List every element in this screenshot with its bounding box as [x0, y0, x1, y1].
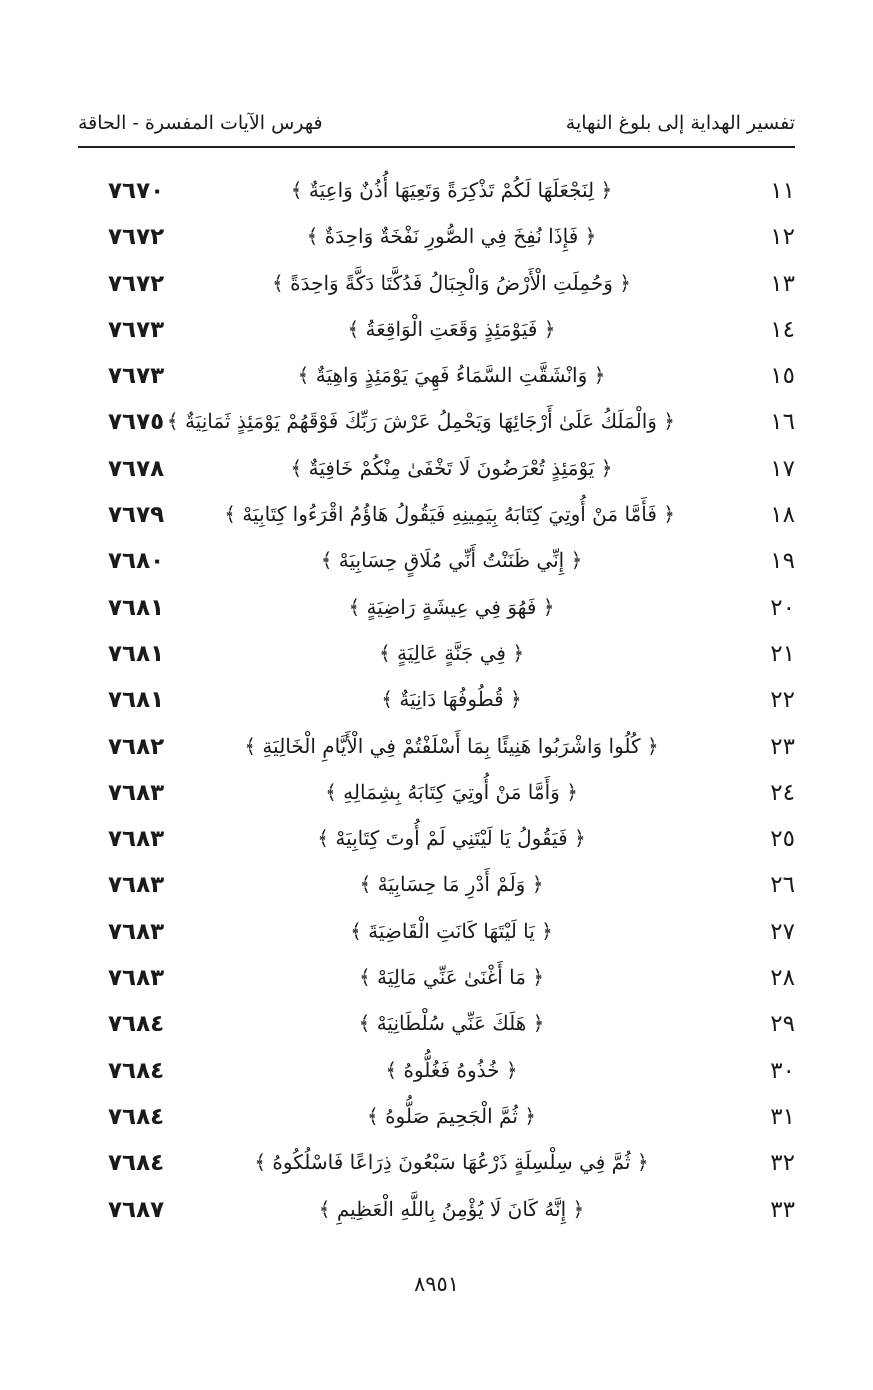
verse-number: ٣١	[770, 1103, 795, 1130]
verse-index-table	[78, 172, 795, 1237]
table-row	[78, 820, 795, 866]
verse-text: ﴿ قُطُوفُهَا دَانِيَةٌ ﴾	[381, 687, 522, 712]
verse-text: ﴿ يَوْمَئِذٍ تُعْرَضُونَ لَا تَخْفَىٰ مِنْكُمْ خَافِيَةٌ ﴾	[290, 455, 613, 480]
section-title: فهرس الآيات المفسرة - الحاقة	[78, 112, 323, 134]
page-reference: ٧٦٨٤	[108, 1103, 165, 1130]
table-row	[78, 311, 795, 357]
page-reference: ٧٦٨٤	[108, 1011, 165, 1038]
table-row	[78, 1098, 795, 1144]
table-row	[78, 635, 795, 681]
verse-text: ﴿ خُذُوهُ فَغُلُّوهُ ﴾	[385, 1057, 518, 1082]
table-row	[78, 357, 795, 403]
verse-number: ١٧	[770, 455, 795, 482]
verse-number: ٣٠	[770, 1057, 795, 1084]
table-row	[78, 542, 795, 588]
page-reference: ٧٦٨١	[108, 640, 165, 667]
verse-text: ﴿ لِنَجْعَلَهَا لَكُمْ تَذْكِرَةً وَتَعِيَهَا أُذُنٌ وَاعِيَةٌ ﴾	[290, 178, 613, 202]
page-reference: ٧٦٧٣	[108, 316, 165, 343]
page-reference: ٧٦٧٥	[108, 409, 165, 436]
page-reference: ٧٦٨٣	[108, 918, 165, 945]
page-reference: ٧٦٨٢	[108, 733, 165, 760]
verse-text: ﴿ وَحُمِلَتِ الْأَرْضُ وَالْجِبَالُ فَدُكَّتَا دَكَّةً وَاحِدَةً ﴾	[272, 270, 631, 295]
page-reference: ٧٦٨١	[108, 594, 165, 621]
verse-number: ١٥	[770, 363, 795, 390]
verse-text: ﴿ ثُمَّ الْجَحِيمَ صَلُّوهُ ﴾	[367, 1103, 536, 1128]
verse-number: ٢١	[770, 640, 795, 667]
verse-text: ﴿ مَا أَغْنَىٰ عَنِّي مَالِيَهْ ﴾	[358, 965, 545, 990]
verse-text: ﴿ فَإِذَا نُفِخَ فِي الصُّورِ نَفْخَةٌ وَاحِدَةٌ ﴾	[306, 224, 597, 249]
verse-number: ٢٨	[770, 965, 795, 992]
verse-number: ١٩	[770, 548, 795, 575]
verse-text: ﴿ إِنِّي ظَنَنْتُ أَنِّي مُلَاقٍ حِسَابِيَهْ ﴾	[320, 548, 583, 573]
table-row	[78, 866, 795, 912]
table-row	[78, 218, 795, 264]
verse-text: ﴿ فَهُوَ فِي عِيشَةٍ رَاضِيَةٍ ﴾	[348, 594, 555, 619]
verse-text: ﴿ وَلَمْ أَدْرِ مَا حِسَابِيَهْ ﴾	[359, 872, 544, 897]
page-reference: ٧٦٧٣	[108, 363, 165, 390]
book-title: تفسير الهداية إلى بلوغ النهاية	[565, 112, 795, 134]
table-row	[78, 774, 795, 820]
verse-text: ﴿ وَأَمَّا مَنْ أُوتِيَ كِتَابَهُ بِشِمَالِهِ ﴾	[325, 779, 578, 804]
table-row	[78, 1005, 795, 1051]
verse-text: ﴿ فَأَمَّا مَنْ أُوتِيَ كِتَابَهُ بِيَمِينِهِ فَيَقُولُ هَاؤُمُ اقْرَءُوا كِتَابِيَهْ ﴾	[224, 502, 675, 527]
verse-number: ٢٣	[770, 733, 795, 760]
page-reference: ٧٦٨٣	[108, 872, 165, 899]
table-row	[78, 172, 795, 218]
verse-text: ﴿ فَيَوْمَئِذٍ وَقَعَتِ الْوَاقِعَةُ ﴾	[347, 316, 556, 341]
page-reference: ٧٦٨٣	[108, 826, 165, 853]
verse-number: ٢٢	[770, 687, 795, 714]
table-row	[78, 728, 795, 774]
verse-number: ٣٣	[770, 1196, 795, 1223]
table-row	[78, 496, 795, 542]
verse-text: ﴿ وَالْمَلَكُ عَلَىٰ أَرْجَائِهَا وَيَحْمِلُ عَرْشَ رَبِّكَ فَوْقَهُمْ يَوْمَئِذٍ ثَمَانِيَةٌ ﴾	[166, 409, 675, 434]
table-row	[78, 265, 795, 311]
verse-text: ﴿ وَانْشَقَّتِ السَّمَاءُ فَهِيَ يَوْمَئِذٍ وَاهِيَةٌ ﴾	[297, 363, 606, 388]
page-reference: ٧٦٧٨	[108, 455, 165, 482]
verse-text: ﴿ إِنَّهُ كَانَ لَا يُؤْمِنُ بِاللَّهِ الْعَظِيمِ ﴾	[318, 1196, 585, 1221]
page-reference: ٧٦٨٠	[108, 548, 165, 575]
verse-number: ٢٩	[770, 1011, 795, 1038]
table-row	[78, 1191, 795, 1237]
verse-text: ﴿ فَيَقُولُ يَا لَيْتَنِي لَمْ أُوتَ كِتَابِيَهْ ﴾	[317, 826, 586, 851]
page-header	[78, 108, 795, 148]
table-row	[78, 589, 795, 635]
verse-number: ١٦	[770, 409, 795, 436]
verse-number: ١٣	[770, 270, 795, 297]
table-row	[78, 959, 795, 1005]
table-row	[78, 403, 795, 449]
page-number: ٨٩٥١	[413, 1272, 460, 1296]
verse-number: ١٤	[770, 316, 795, 343]
verse-number: ٢٠	[770, 594, 795, 621]
page-reference: ٧٦٨٣	[108, 965, 165, 992]
verse-number: ٣٢	[770, 1150, 795, 1177]
page-reference: ٧٦٧٢	[108, 270, 165, 297]
verse-number: ١٨	[770, 502, 795, 529]
verse-text: ﴿ يَا لَيْتَهَا كَانَتِ الْقَاضِيَةَ ﴾	[350, 918, 553, 943]
page-reference: ٧٦٧٠	[108, 178, 165, 204]
page-reference: ٧٦٧٩	[108, 502, 165, 529]
verse-number: ١٢	[770, 224, 795, 251]
table-row	[78, 681, 795, 727]
verse-text: ﴿ كُلُوا وَاشْرَبُوا هَنِيئًا بِمَا أَسْلَفْتُمْ فِي الْأَيَّامِ الْخَالِيَةِ ﴾	[244, 733, 659, 758]
verse-number: ٢٥	[770, 826, 795, 853]
page-reference: ٧٦٧٢	[108, 224, 165, 251]
page-reference: ٧٦٨٧	[108, 1196, 165, 1223]
table-row	[78, 450, 795, 496]
page-reference: ٧٦٨٤	[108, 1150, 165, 1177]
page-reference: ٧٦٨٣	[108, 779, 165, 806]
verse-text: ﴿ هَلَكَ عَنِّي سُلْطَانِيَهْ ﴾	[358, 1011, 545, 1036]
table-row	[78, 913, 795, 959]
page-reference: ٧٦٨٤	[108, 1057, 165, 1084]
verse-text: ﴿ ثُمَّ فِي سِلْسِلَةٍ ذَرْعُهَا سَبْعُونَ ذِرَاعًا فَاسْلُكُوهُ ﴾	[254, 1150, 649, 1175]
page-reference: ٧٦٨١	[108, 687, 165, 714]
table-row	[78, 1052, 795, 1098]
table-row	[78, 1144, 795, 1190]
verse-number: ٢٦	[770, 872, 795, 899]
verse-number: ٢٧	[770, 918, 795, 945]
verse-number: ١١	[770, 178, 795, 204]
verse-number: ٢٤	[770, 779, 795, 806]
verse-text: ﴿ فِي جَنَّةٍ عَالِيَةٍ ﴾	[378, 640, 525, 665]
